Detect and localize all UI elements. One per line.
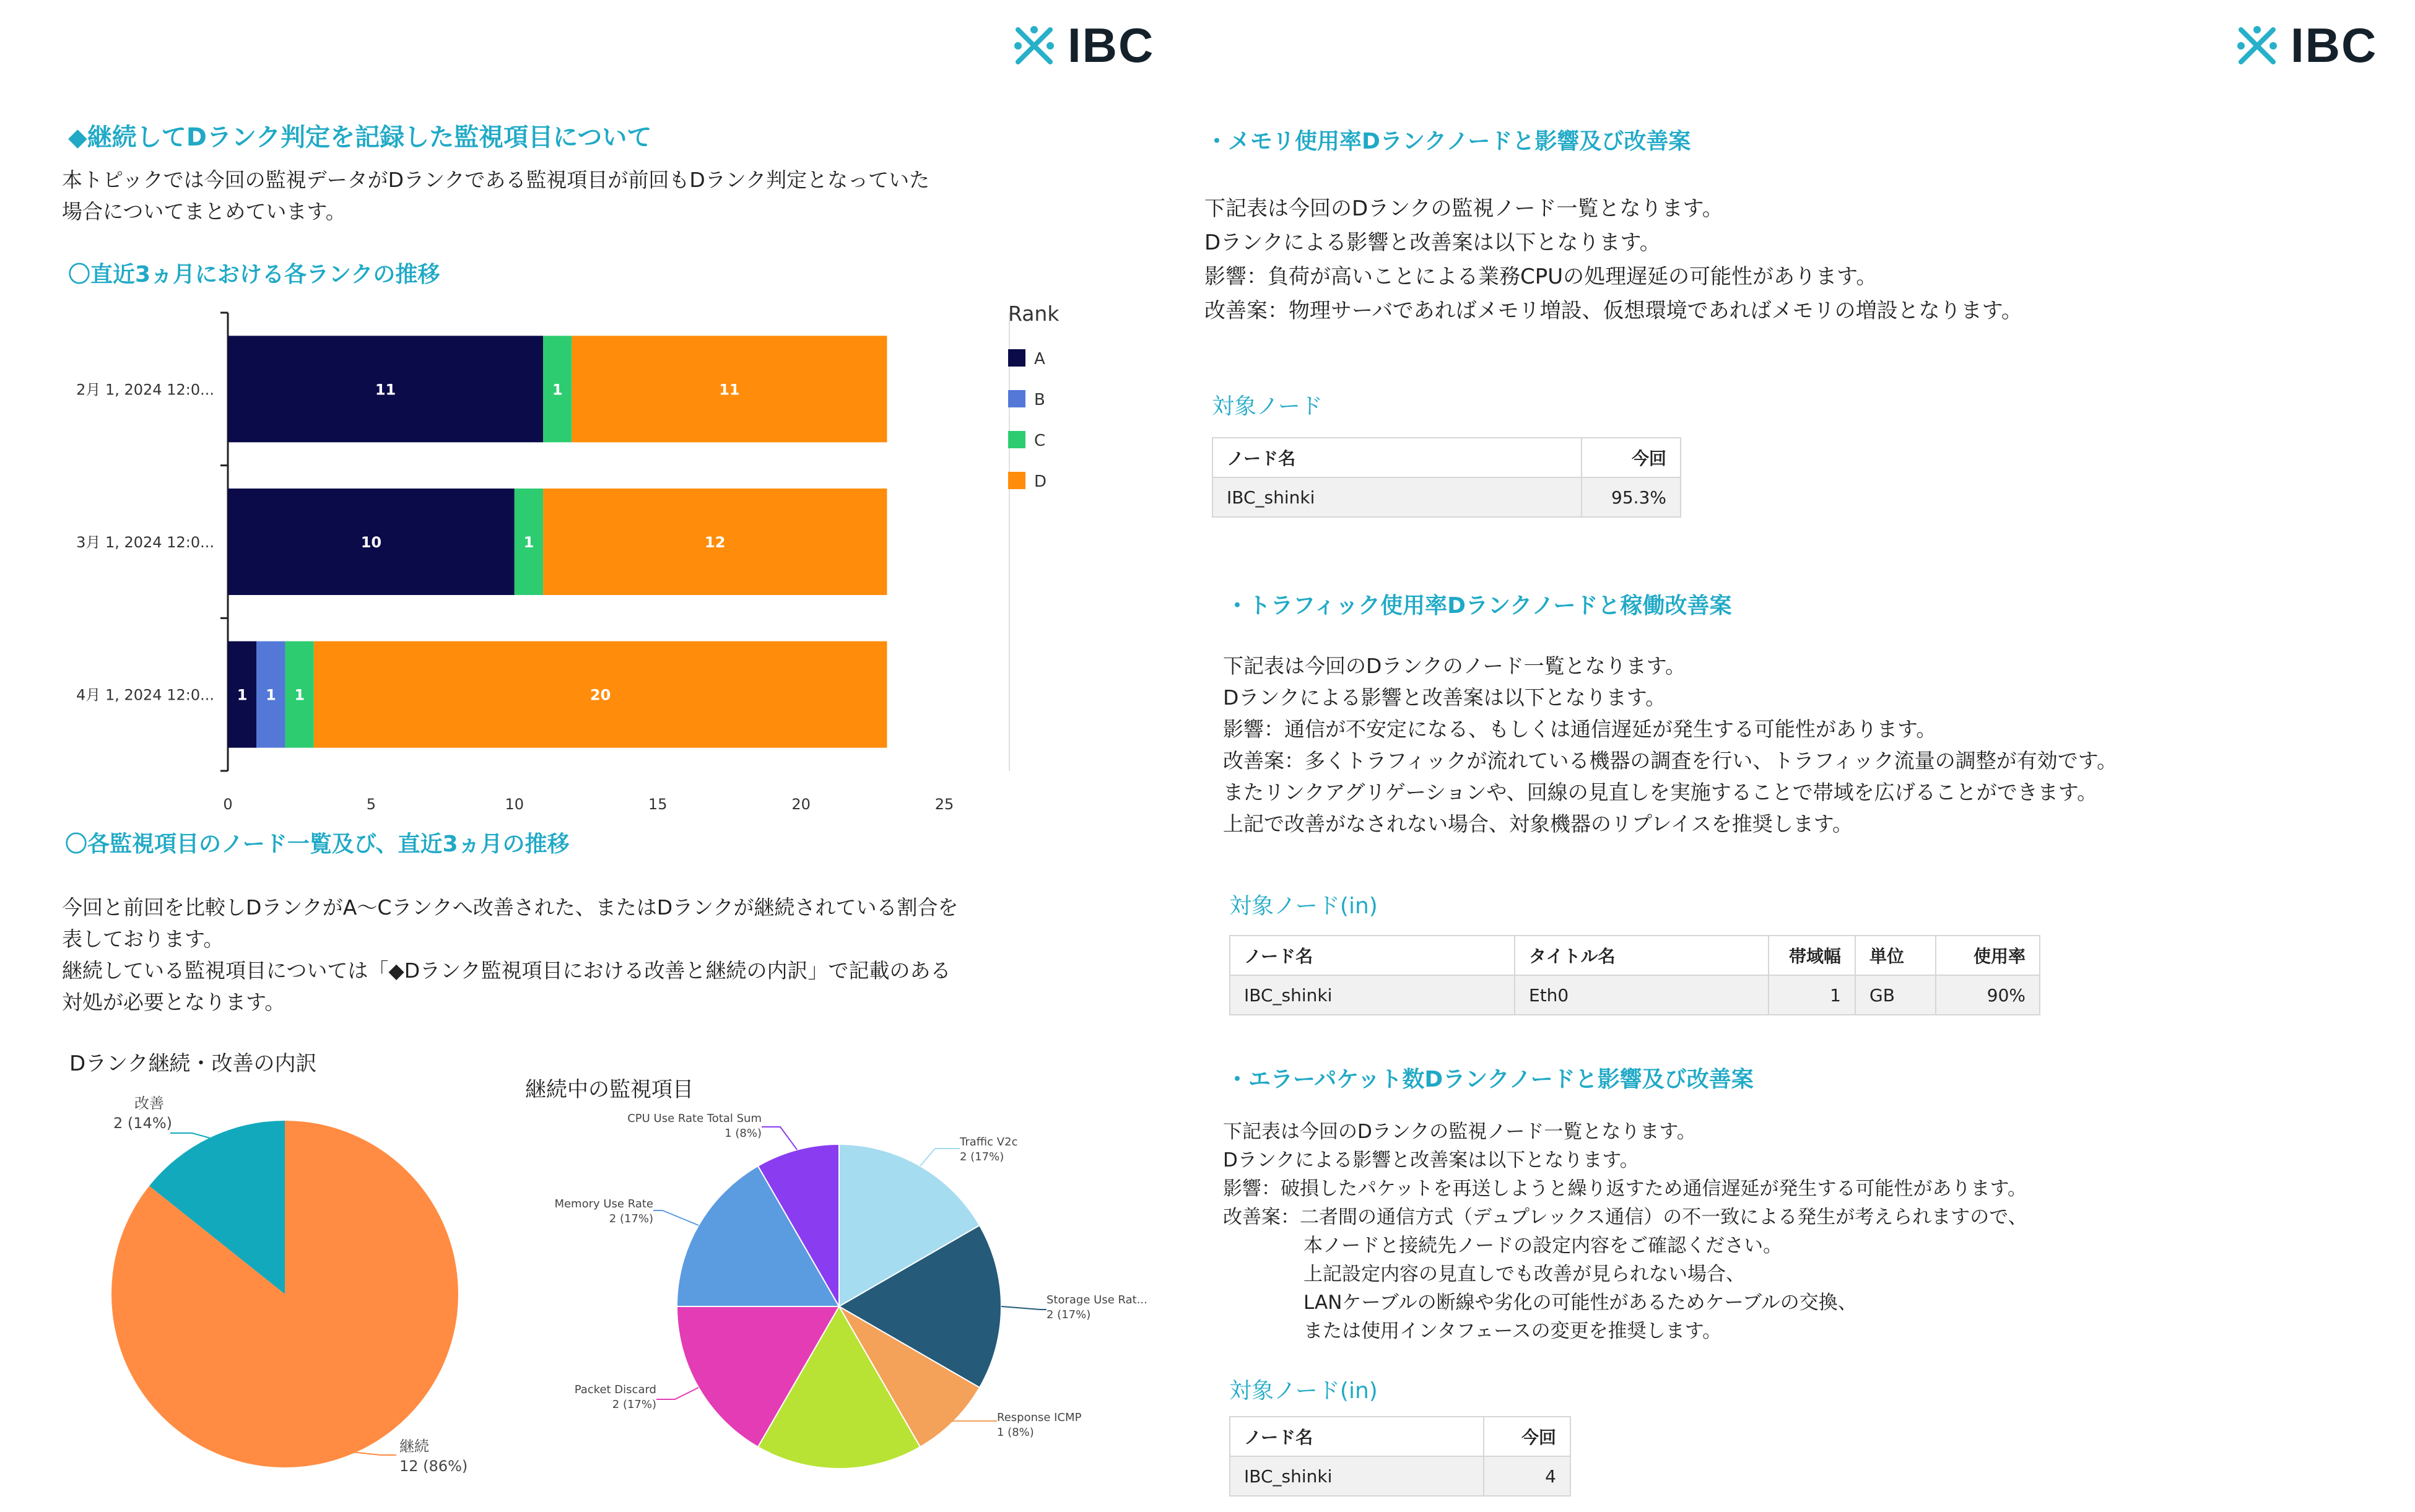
pie-leader-line — [656, 1388, 698, 1399]
pie-slice-value: 1 (8%) — [997, 1426, 1034, 1439]
traffic-node-table — [1229, 935, 2040, 1015]
table-header-row — [1230, 1417, 1570, 1456]
memory-line-4: 改善案：物理サーバであればメモリ増設、仮想環境であればメモリの増設となります。 — [1204, 298, 2022, 323]
pie-slice-label: 継続 — [399, 1438, 429, 1455]
error-section-title: ・エラーパケット数Dランクノードと影響及び改善案 — [1226, 1067, 1754, 1092]
continuation-pie-chart — [37, 1090, 508, 1498]
x-tick-label: 25 — [934, 796, 954, 813]
error-line-8: または使用インタフェースの変更を推奨します。 — [1303, 1320, 1722, 1342]
table-cell: IBC_shinki — [1230, 1456, 1484, 1496]
error-line-1: 下記表は今回のDランクの監視ノード一覧となります。 — [1223, 1121, 1696, 1143]
traffic-line-1: 下記表は今回のDランクのノード一覧となります。 — [1223, 654, 1686, 678]
legend-swatch — [1008, 472, 1025, 489]
error-text — [1223, 1118, 2027, 1345]
pie-slice-value: 12 (86%) — [399, 1458, 468, 1475]
error-line-7: LANケーブルの断線や劣化の可能性があるためケーブルの交換、 — [1303, 1292, 1857, 1314]
table-header: 単位 — [1855, 936, 1936, 975]
legend-swatch — [1008, 349, 1025, 367]
legend-label: D — [1034, 472, 1047, 491]
table-header: ノード名 — [1230, 1417, 1484, 1456]
memory-node-table — [1212, 437, 1681, 518]
pie-slice-label: 改善 — [134, 1095, 164, 1112]
ibc-logo-icon — [1009, 21, 1059, 71]
bar-data-label: 11 — [719, 381, 740, 399]
table-cell: IBC_shinki — [1212, 477, 1582, 517]
x-tick-label: 10 — [505, 796, 524, 813]
legend-swatch — [1008, 390, 1025, 407]
error-line-6: 上記設定内容の見直しでも改善が見られない場合、 — [1303, 1263, 1745, 1285]
pie-slice-value: 2 (17%) — [960, 1150, 1004, 1163]
memory-line-1: 下記表は今回のDランクの監視ノード一覧となります。 — [1204, 196, 1723, 221]
legend-label: B — [1034, 391, 1045, 409]
pie-slice-value: 2 (17%) — [609, 1212, 653, 1225]
error-line-2: Dランクによる影響と改善案は以下となります。 — [1223, 1149, 1639, 1171]
bar-segments — [228, 336, 887, 747]
table-cell: Eth0 — [1515, 975, 1769, 1015]
bar-data-label: 12 — [705, 534, 726, 551]
intro-line-2: 場合についてまとめています。 — [62, 199, 346, 224]
pie-leader-line — [653, 1210, 698, 1225]
section-rank-trend-title: 〇直近3ヵ月における各ランクの推移 — [68, 262, 440, 287]
pie-slice-value: 2 (14%) — [113, 1114, 172, 1132]
table-cell: 1 — [1769, 975, 1855, 1015]
section2-line-1: 今回と前回を比較しDランクがA～Cランクへ改善された、またはDランクが継続されている割合を — [62, 895, 959, 919]
traffic-target-label: 対象ノード(in) — [1229, 893, 1378, 919]
y-tick-label: 3月 1, 2024 12:0... — [76, 534, 214, 551]
left-page — [0, 0, 1204, 1512]
traffic-line-4: 改善案：多くトラフィックが流れている機器の調査を行い、トラフィック流量の調整が有効です。 — [1223, 749, 2118, 773]
traffic-section-title: ・トラフィック使用率Dランクノードと稼働改善案 — [1226, 593, 1732, 619]
pie-leader-line — [920, 1149, 960, 1166]
pie-leader-line — [762, 1127, 797, 1150]
section-node-list-text — [62, 892, 958, 1018]
right-page — [1204, 0, 2415, 1512]
table-cell: 95.3% — [1582, 477, 1681, 517]
pie-slice-value: 1 (8%) — [724, 1127, 762, 1140]
x-tick-label: 15 — [648, 796, 668, 813]
memory-target-label: 対象ノード — [1212, 394, 1323, 419]
memory-line-2: Dランクによる影響と改善案は以下となります。 — [1204, 230, 1661, 255]
rank-legend — [1008, 349, 1046, 491]
error-line-3: 影響：破損したパケットを再送しようと繰り返すため通信遅延が発生する可能性があります。 — [1223, 1178, 2027, 1200]
memory-text — [1204, 192, 2022, 328]
table-header: 今回 — [1484, 1417, 1570, 1456]
table-header: タイトル名 — [1515, 936, 1769, 975]
bar-data-label: 1 — [237, 686, 248, 704]
table-header: 今回 — [1582, 438, 1681, 477]
traffic-line-5: またリンクアグリゲーションや、回線の見直しを実施することで帯域を広げることができます。 — [1223, 780, 2098, 804]
legend-label: C — [1034, 432, 1046, 450]
table-header: ノード名 — [1212, 438, 1582, 477]
bar-data-label: 1 — [552, 381, 563, 399]
pie1-title: Dランク継続・改善の内訳 — [69, 1051, 317, 1076]
table-header: 帯域幅 — [1769, 936, 1855, 975]
table-header: ノード名 — [1230, 936, 1515, 975]
table-header-row — [1230, 936, 2040, 975]
section2-line-2: 表しております。 — [62, 927, 224, 951]
y-tick-label: 2月 1, 2024 12:0... — [76, 381, 214, 399]
bar-data-label: 11 — [375, 381, 396, 399]
pie-slice-label: CPU Use Rate Total Sum — [627, 1112, 762, 1125]
bar-data-label: 1 — [523, 534, 534, 551]
section2-line-4: 対処が必要となります。 — [62, 990, 285, 1014]
pie2-title: 継続中の監視項目 — [525, 1077, 694, 1102]
page-title: ◆継続してDランク判定を記録した監視項目について — [68, 123, 652, 152]
table-row — [1230, 975, 2040, 1015]
pie-leader-line — [1001, 1306, 1046, 1310]
pie-slice-label: Memory Use Rate — [554, 1197, 653, 1210]
y-tick-label: 4月 1, 2024 12:0... — [76, 686, 214, 704]
table-cell: GB — [1855, 975, 1936, 1015]
ibc-logo-text: IBC — [2291, 18, 2378, 72]
pie-slice-label: Response ICMP — [997, 1411, 1082, 1424]
error-node-table — [1229, 1416, 1571, 1497]
pie-slice-label: Packet Discard — [574, 1383, 656, 1396]
rank-trend-chart — [62, 291, 1115, 817]
x-tick-label: 20 — [791, 796, 811, 813]
ibc-logo — [1009, 17, 1154, 74]
ibc-logo-icon — [2232, 21, 2282, 71]
bar-data-label: 10 — [360, 534, 382, 551]
legend-swatch — [1008, 431, 1025, 448]
ibc-logo-text: IBC — [1068, 18, 1155, 72]
table-cell: 4 — [1484, 1456, 1570, 1496]
traffic-line-6: 上記で改善がなされない場合、対象機器のリプレイスを推奨します。 — [1223, 812, 1853, 836]
pie-leader-line — [170, 1133, 210, 1138]
x-tick-label: 5 — [366, 796, 376, 813]
ibc-logo — [2232, 17, 2377, 74]
table-cell: IBC_shinki — [1230, 975, 1515, 1015]
table-row — [1212, 477, 1681, 517]
table-header-row — [1212, 438, 1681, 477]
error-line-5: 本ノードと接続先ノードの設定内容をご確認ください。 — [1303, 1235, 1783, 1257]
bar-data-label: 1 — [266, 686, 276, 704]
x-tick-label: 0 — [223, 796, 233, 813]
pie-slice-label: Traffic V2c — [960, 1136, 1018, 1149]
intro-text — [62, 164, 929, 227]
traffic-line-2: Dランクによる影響と改善案は以下となります。 — [1223, 685, 1666, 710]
table-header: 使用率 — [1936, 936, 2040, 975]
section2-line-3: 継続している監視項目については「◆Dランク監視項目における改善と継続の内訳」で記載のある — [62, 958, 951, 983]
bar-data-label: 1 — [294, 686, 305, 704]
legend-title: Rank — [1008, 302, 1060, 326]
memory-section-title: ・メモリ使用率Dランクノードと影響及び改善案 — [1206, 129, 1691, 154]
pie-slice-value: 2 (17%) — [1046, 1308, 1091, 1321]
bar-data-label: 20 — [590, 686, 611, 704]
error-line-4: 改善案：二者間の通信方式（デュプレックス通信）の不一致による発生が考えられますので、 — [1223, 1206, 2027, 1228]
legend-label: A — [1034, 350, 1045, 368]
traffic-text — [1223, 650, 2117, 840]
table-row — [1230, 1456, 1570, 1496]
pie-slice-label: Storage Use Rat... — [1046, 1293, 1147, 1306]
table-cell: 90% — [1936, 975, 2040, 1015]
continuing-items-pie-chart — [533, 1102, 1201, 1498]
error-target-label: 対象ノード(in) — [1229, 1378, 1378, 1404]
section-node-list-title: 〇各監視項目のノード一覧及び、直近3ヵ月の推移 — [65, 832, 570, 857]
intro-line-1: 本トピックでは今回の監視データがDランクである監視項目が前回もDランク判定となっていた — [62, 168, 930, 192]
traffic-line-3: 影響：通信が不安定になる、もしくは通信遅延が発生する可能性があります。 — [1223, 717, 1937, 741]
pie-slice-value: 2 (17%) — [612, 1398, 656, 1411]
memory-line-3: 影響：負荷が高いことによる業務CPUの処理遅延の可能性があります。 — [1204, 264, 1878, 289]
